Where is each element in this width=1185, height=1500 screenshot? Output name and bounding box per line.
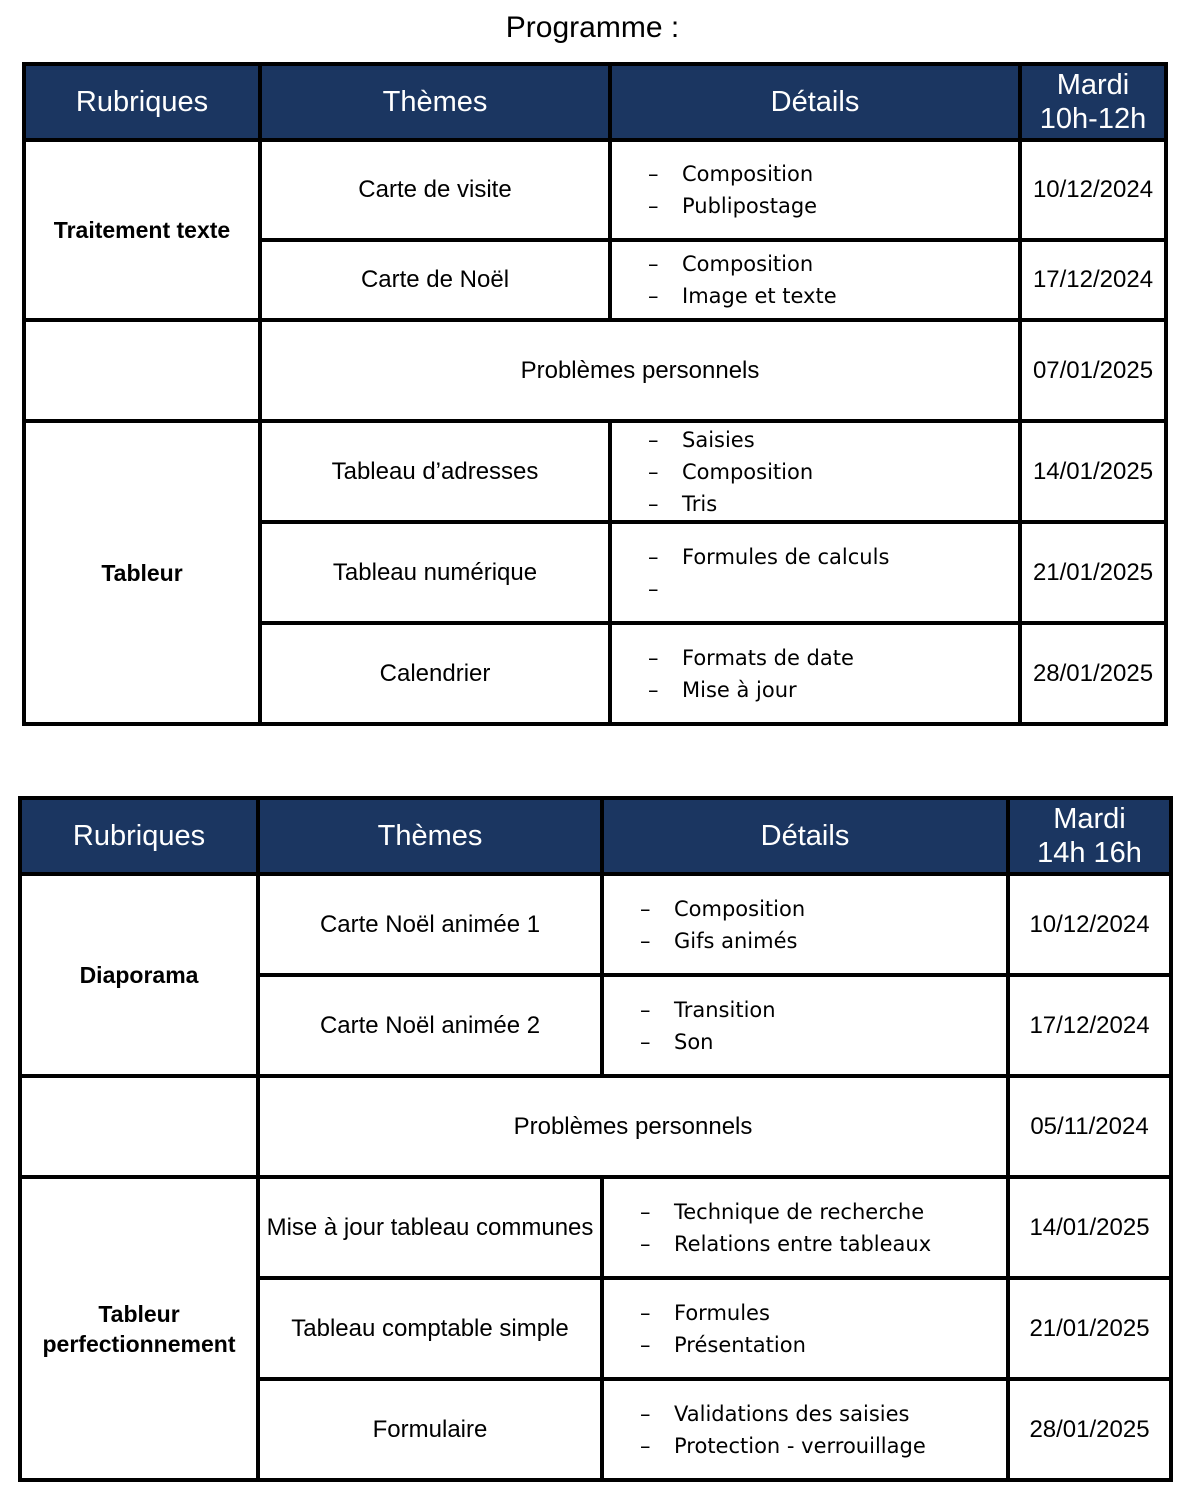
header-rubriques: Rubriques [24,64,260,140]
detail-item: – Formules [640,1297,1006,1329]
detail-item: – Publipostage [648,190,1018,222]
page-title: Programme : [505,11,680,44]
date-cell: 05/11/2024 [1008,1076,1171,1177]
rubrique-cell: Diaporama [20,874,258,1076]
detail-item: – Validations des saisies [640,1398,1006,1430]
details-cell [602,1278,1008,1379]
theme-cell: Problèmes personnels [260,320,1020,421]
theme-cell: Carte Noël animée 2 [258,975,602,1076]
detail-item: – Formules de calculs [648,541,1018,573]
theme-cell: Carte Noël animée 1 [258,874,602,975]
theme-cell: Tableau numérique [260,522,610,623]
theme-cell: Tableau comptable simple [258,1278,602,1379]
details-cell [610,623,1020,724]
empty-rubrique-cell [24,320,260,421]
header-details: Détails [610,64,1020,140]
detail-item: – Image et texte [648,280,1018,312]
theme-cell: Formulaire [258,1379,602,1480]
table-row [24,320,1166,421]
date-cell: 17/12/2024 [1008,975,1171,1076]
theme-cell: Calendrier [260,623,610,724]
header-themes: Thèmes [258,798,602,874]
details-cell [610,522,1020,623]
header-rubriques: Rubriques [20,798,258,874]
detail-item: – Composition [648,158,1018,190]
table-header-row [20,798,1171,874]
detail-item: – Présentation [640,1329,1006,1361]
schedule-table-afternoon [18,796,1173,1482]
details-cell [602,975,1008,1076]
rubrique-cell: Tableur [24,421,260,724]
detail-item: – Son [640,1026,1006,1058]
table-row [24,140,1166,240]
date-cell: 10/12/2024 [1020,140,1166,240]
details-cell [602,1379,1008,1480]
detail-item: – Relations entre tableaux [640,1228,1006,1260]
details-cell [610,140,1020,240]
date-cell: 07/01/2025 [1020,320,1166,421]
detail-item: – Technique de recherche [640,1196,1006,1228]
details-cell [610,240,1020,320]
detail-item: – Mise à jour [648,674,1018,706]
header-themes: Thèmes [260,64,610,140]
detail-item: – Composition [640,893,1006,925]
date-cell: 17/12/2024 [1020,240,1166,320]
theme-cell: Mise à jour tableau communes [258,1177,602,1278]
table-row [20,1177,1171,1278]
details-cell [602,1177,1008,1278]
date-cell: 14/01/2025 [1008,1177,1171,1278]
theme-cell: Carte de visite [260,140,610,240]
header-day: Mardi [1056,69,1130,101]
date-cell: 28/01/2025 [1008,1379,1171,1480]
date-cell: 21/01/2025 [1020,522,1166,623]
header-time: 10h-12h [1039,103,1147,135]
schedule-table-morning [22,62,1168,726]
detail-item: – Tris [648,488,1018,520]
theme-cell: Problèmes personnels [258,1076,1008,1177]
header-session [1008,798,1171,874]
detail-item: – Gifs animés [640,925,1006,957]
header-time: 14h 16h [1037,837,1142,869]
date-cell: 21/01/2025 [1008,1278,1171,1379]
table-header-row [24,64,1166,140]
table-row [24,421,1166,522]
date-cell: 14/01/2025 [1020,421,1166,522]
details-cell [610,421,1020,522]
header-details: Détails [602,798,1008,874]
rubrique-cell: Traitement texte [24,140,260,320]
table-row [20,1076,1171,1177]
table-row [20,874,1171,975]
detail-item: – Transition [640,994,1006,1026]
detail-item: – Composition [648,456,1018,488]
date-cell: 10/12/2024 [1008,874,1171,975]
detail-item: – Composition [648,248,1018,280]
detail-item: – Saisies [648,424,1018,456]
empty-rubrique-cell [20,1076,258,1177]
date-cell: 28/01/2025 [1020,623,1166,724]
detail-item: – Formats de date [648,642,1018,674]
rubrique-cell: Tableur perfectionnement [20,1177,258,1480]
theme-cell: Tableau d’adresses [260,421,610,522]
header-day: Mardi [1053,803,1126,835]
theme-cell: Carte de Noël [260,240,610,320]
header-session [1020,64,1166,140]
detail-item: – Protection - verrouillage [640,1430,1006,1462]
details-cell [602,874,1008,975]
